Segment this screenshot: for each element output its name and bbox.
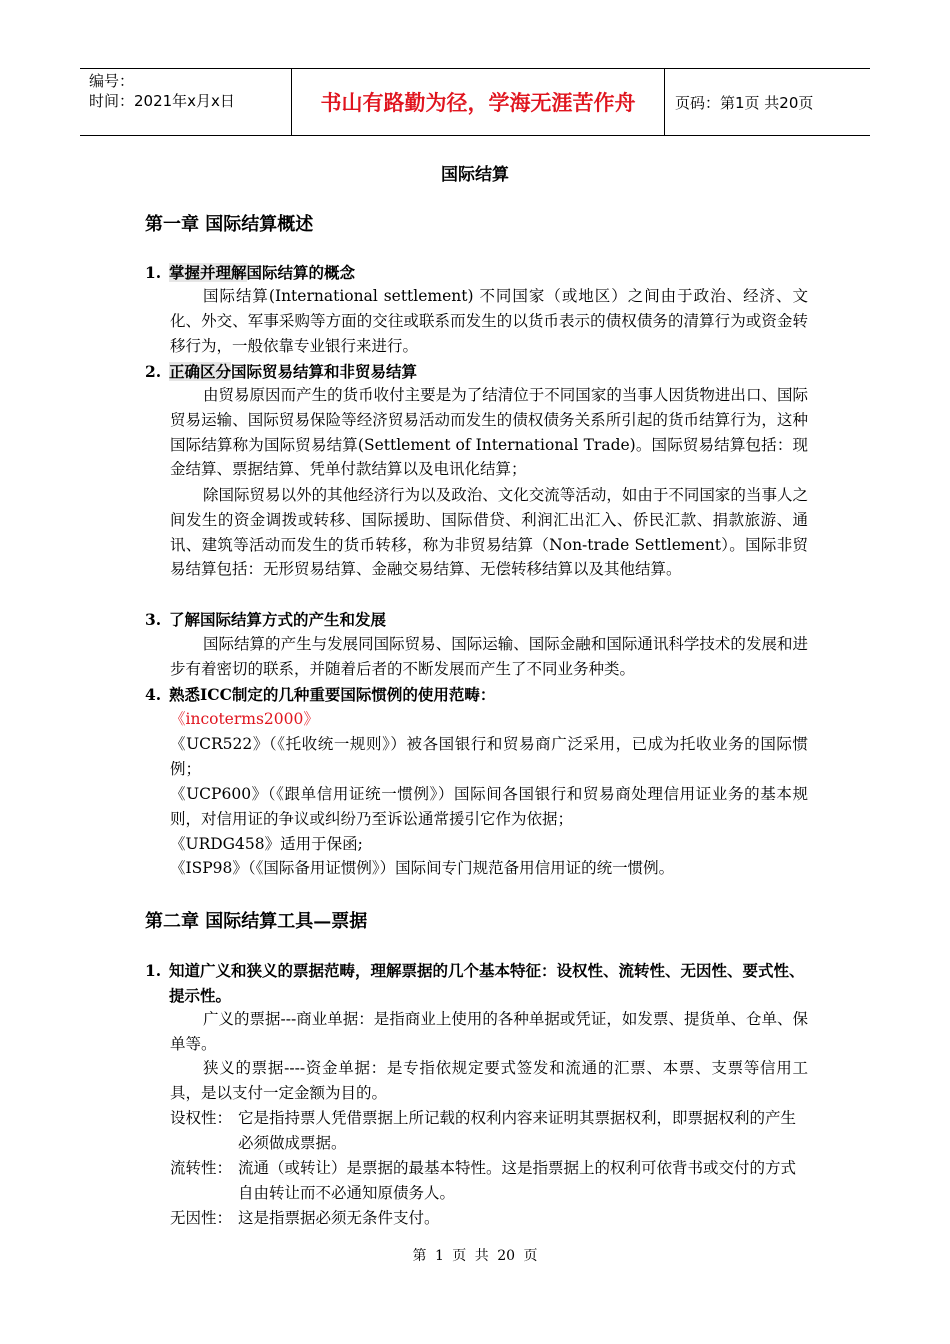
- definition-row: [170, 1206, 810, 1231]
- incoterms-line: 《incoterms2000》: [170, 710, 319, 728]
- ch1-item2-paragraph-1: 由贸易原因而产生的货币收付主要是为了结清位于不同国家的当事人因货物进出口、国际贸易运输、国际贸易保险等经济贸易活动而发生的债权债务关系所引起的货币结算行为，这种国际结算称为国际贸易结算(Settlement of International Trade)。国际贸易结算包括：现金结算、票据结算、凭单付款结算以及电讯化结算；: [170, 386, 808, 479]
- item-number: 2.: [145, 362, 162, 381]
- item-heading-text: 国际结算的概念: [246, 263, 356, 282]
- motto: 书山有路勤为径，学海无涯苦作舟: [292, 69, 665, 135]
- code-label: 编号：: [89, 72, 135, 90]
- item-number: 1.: [145, 263, 162, 282]
- page-info: 页码：第1页 共20页: [675, 93, 814, 112]
- ch1-item4-heading: [145, 683, 495, 705]
- ch1-item2-heading: [145, 360, 417, 382]
- definition-description: 流通（或转让）是票据的最基本特性。这是指票据上的权利可依背书或交付的方式自由转让而不必通知原债务人。: [238, 1159, 797, 1202]
- page-footer: 第 1 页 共 20 页: [412, 1248, 538, 1264]
- isp-line: 《ISP98》（《国际备用证惯例》）国际间专门规范备用信用证的统一惯例。: [170, 859, 675, 877]
- chapter2-heading: 第二章 国际结算工具—票据: [145, 911, 368, 932]
- definition-term: 流转性：: [170, 1159, 233, 1177]
- narrow-definition-paragraph: 狭义的票据----资金单据：是专指依规定要式签发和流通的汇票、本票、支票等信用工具，是以支付一定金额为目的。: [170, 1059, 808, 1102]
- definition-row: [170, 1106, 810, 1156]
- ucr-paragraph: 《UCR522》（《托收统一规则》）被各国银行和贸易商广泛采用，已成为托收业务的国际惯例；: [170, 735, 808, 778]
- item-number: 1.: [145, 961, 162, 980]
- highlighted-text: 正确区分: [169, 362, 232, 381]
- ch1-item3-heading: [145, 608, 386, 630]
- chapter1-heading: 第一章 国际结算概述: [145, 214, 314, 235]
- definition-term: 无因性：: [170, 1209, 233, 1227]
- item-number: 4.: [145, 685, 162, 704]
- definition-row: [170, 1156, 810, 1206]
- urdg-line: 《URDG458》适用于保函;: [170, 835, 363, 853]
- document-title: 国际结算: [441, 165, 509, 185]
- highlighted-text: 掌握并理解: [169, 263, 247, 282]
- ch1-item1-heading: [145, 261, 355, 283]
- item-heading-text: 熟悉ICC制定的几种重要国际惯例的使用范畴：: [169, 685, 496, 704]
- ucp-paragraph: 《UCP600》（《跟单信用证统一惯例》）国际间各国银行和贸易商处理信用证业务的基本规则，对信用证的争议或纠纷乃至诉讼通常援引它作为依据；: [170, 785, 808, 828]
- definition-term: 设权性：: [170, 1109, 233, 1127]
- date-line: 时间：2021年x月x日: [89, 92, 235, 110]
- ch1-item2-paragraph-2: 除国际贸易以外的其他经济行为以及政治、文化交流等活动，如由于不同国家的当事人之间发生的资金调拨或转移、国际援助、国际借贷、利润汇出汇入、侨民汇款、捐款旅游、通讯、建筑等活动而发生的货币转移，称为非贸易结算（Non-trade Settlement）。国际非贸易结算包括：无形贸易结算、金融交易结算、无偿转移结算以及其他结算。: [170, 486, 808, 579]
- header-table: [80, 68, 870, 136]
- definition-description: 它是指持票人凭借票据上所记载的权利内容来证明其票据权利，即票据权利的产生必须做成票据。: [238, 1109, 797, 1152]
- ch1-item3-paragraph: 国际结算的产生与发展同国际贸易、国际运输、国际金融和国际通讯科学技术的发展和进步有着密切的联系，并随着后者的不断发展而产生了不同业务种类。: [170, 635, 808, 678]
- item-heading-text: 国际贸易结算和非贸易结算: [231, 362, 418, 381]
- ch1-item1-paragraph: 国际结算(International settlement) 不同国家（或地区）之间由于政治、经济、文化、外交、军事采购等方面的交往或联系而发生的以货币表示的债权债务的清算行为或资金转移行为，一般依靠专业银行来进行。: [170, 287, 808, 355]
- item-number: 3.: [145, 610, 162, 629]
- ch2-item1-heading: [145, 958, 810, 1008]
- item-heading-text: 知道广义和狭义的票据范畴，理解票据的几个基本特征：设权性、流转性、无因性、要式性、提示性。: [169, 961, 805, 1005]
- item-heading-text: 了解国际结算方式的产生和发展: [169, 610, 387, 629]
- definition-description: 这是指票据必须无条件支付。: [238, 1209, 440, 1227]
- header-left-cell: [80, 69, 292, 135]
- broad-definition-paragraph: 广义的票据---商业单据：是指商业上使用的各种单据或凭证，如发票、提货单、仓单、保单等。: [170, 1010, 808, 1053]
